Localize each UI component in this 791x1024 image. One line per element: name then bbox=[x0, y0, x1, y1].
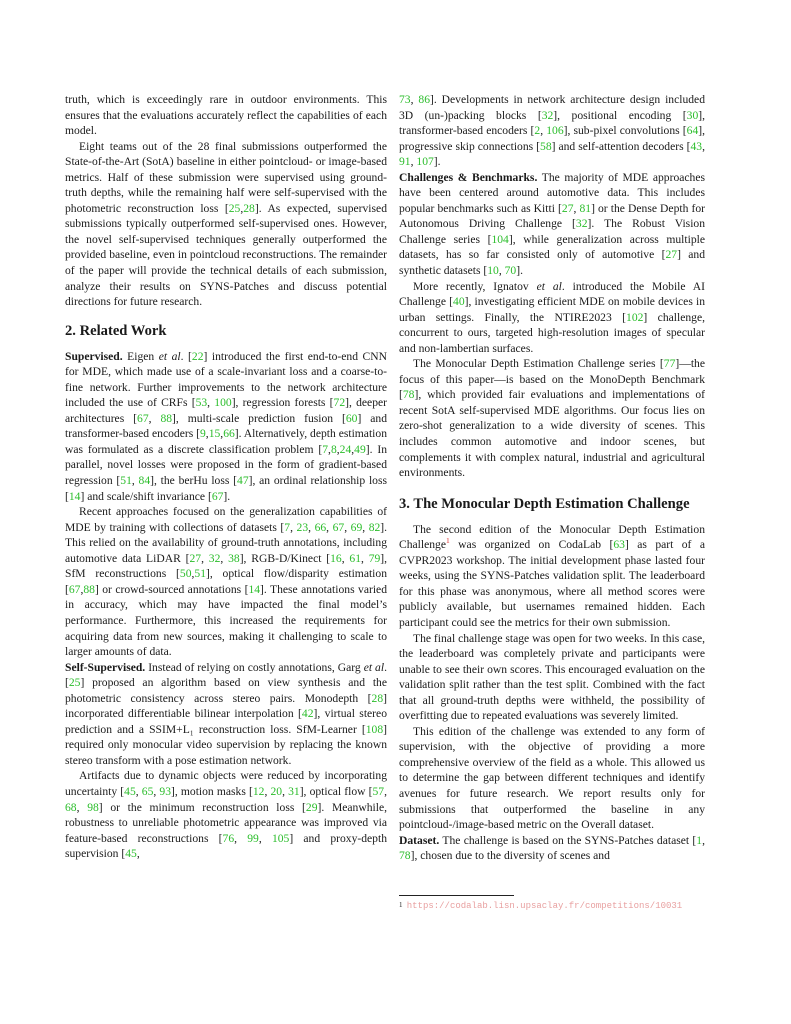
paragraph-run-in-heading: Challenges & Benchmarks. bbox=[399, 170, 538, 184]
text-run: This edition of the challenge was extended to any form of supervision, with the objective of providing a more comprehensive overview of the field as a whole. This allowed us to determine the gap between different techniques and identify avenues for future research. We report results only for submissions that outperformed the baseline in any pointcloud-/image-based metric on the Overall dataset. bbox=[399, 724, 705, 832]
text-run: ] introduced the first end-to-end CNN for MDE, which made use of a scale-invariant loss and a coarse-to-fine network. Further improvements to the network architecture included the use of CRFs [ bbox=[65, 349, 387, 410]
text-run: ]—the focus of this paper—is based on the MonoDepth Benchmark [ bbox=[399, 357, 705, 402]
text-run: ] and proxy-depth supervision [ bbox=[65, 831, 387, 861]
citation-link[interactable]: 108 bbox=[365, 722, 384, 736]
text-run: ], optical flow/disparity estimation [ bbox=[65, 567, 387, 596]
citation-link[interactable]: 1 bbox=[696, 833, 703, 847]
footnote-rule bbox=[399, 895, 514, 896]
citation-link[interactable]: 27 bbox=[561, 201, 574, 215]
text-run: , bbox=[234, 831, 248, 845]
citation-link[interactable]: 105 bbox=[271, 831, 290, 845]
paragraph-run-in-heading: Self-Supervised. bbox=[65, 660, 146, 674]
citation-link[interactable]: 86 bbox=[418, 93, 430, 106]
citation-link[interactable]: 98 bbox=[87, 800, 99, 814]
citation-link[interactable]: 70 bbox=[504, 264, 517, 278]
citation-link[interactable]: 14 bbox=[248, 582, 261, 596]
text-run: The second edition of the Monocular Depth Estimation Challenge bbox=[399, 522, 705, 552]
text-run: ], multi-scale prediction fusion [ bbox=[172, 411, 346, 425]
paragraph-second-edition bbox=[399, 522, 705, 631]
citation-link[interactable]: 30 bbox=[686, 108, 699, 122]
text-run: , bbox=[702, 833, 705, 847]
citation-link[interactable]: 29 bbox=[305, 800, 318, 814]
text-run: Artifacts due to dynamic objects were reduced by incorporating uncertainty [ bbox=[65, 769, 387, 798]
citation-link[interactable]: 50 bbox=[179, 567, 192, 581]
text-run: The final challenge stage was open for two weeks. In this case, the leaderboard was completely private and participants were unable to see their own scores. This encouraged evaluation on the validation split rather than the test split. Combined with the fact that all ground-truth depths were withheld, the possibility of overfitting due to repeated evaluations was severely limited. bbox=[399, 631, 705, 723]
right-column bbox=[399, 92, 705, 864]
text-run: ] as part of a CVPR2023 workshop. The initial development phase lasted four weeks, using the SYNS-Patches validation split. The leaderboard for this phase was anonymous, where all method scores were publicly available, but usernames remained hidden. Each participant could see the metrics for their own submission. bbox=[399, 538, 705, 629]
text-run: The Monocular Depth Estimation Challenge series [ bbox=[413, 357, 664, 371]
text-run: ] or crowd-sourced annotations [ bbox=[94, 582, 249, 596]
text-run: The challenge is based on the SYNS-Patches dataset [ bbox=[439, 833, 697, 847]
text-run: ], investigating efficient MDE on mobile devices in urban settings. Finally, the NTIRE2023 [ bbox=[399, 295, 705, 324]
paragraph-benchmarks bbox=[399, 170, 705, 279]
citation-link[interactable]: 43 bbox=[690, 139, 703, 153]
citation-link[interactable]: 60 bbox=[345, 411, 358, 425]
text-run: , bbox=[240, 201, 244, 215]
citation-link[interactable]: 47 bbox=[237, 474, 249, 488]
paragraph-this-edition bbox=[399, 724, 705, 833]
citation-link[interactable]: 25 bbox=[68, 676, 81, 690]
text-run: ]. The Robust Vision Challenge series [ bbox=[399, 217, 706, 246]
citation-link[interactable]: 45 bbox=[124, 784, 136, 798]
text-run: ], sub-pixel convolutions [ bbox=[563, 124, 687, 138]
text-run: , bbox=[410, 155, 417, 169]
text-run: , bbox=[205, 427, 209, 441]
text-run: , bbox=[220, 427, 224, 441]
citation-link[interactable]: 73 bbox=[399, 93, 411, 106]
citation-link[interactable]: 66 bbox=[223, 427, 235, 441]
paragraph-final-stage bbox=[399, 631, 705, 724]
citation-link[interactable]: 58 bbox=[540, 139, 552, 153]
text-run: Recent approaches focused on the generalization capabilities of MDE by training with collections of datasets [ bbox=[65, 505, 387, 534]
paragraph-teams bbox=[65, 139, 387, 310]
footnote-number: 1 bbox=[399, 901, 403, 909]
citation-link[interactable]: 100 bbox=[214, 396, 232, 410]
citation-link[interactable]: 28 bbox=[243, 201, 255, 215]
citation-link[interactable]: 51 bbox=[194, 567, 206, 581]
text-run: ], motion masks [ bbox=[170, 784, 253, 798]
citation-link[interactable]: 15 bbox=[208, 427, 221, 441]
footnote bbox=[399, 895, 729, 912]
citation-link[interactable]: 81 bbox=[579, 201, 592, 215]
footnote-url-link[interactable]: https://codalab.lisn.upsaclay.fr/competitions/10031 bbox=[406, 901, 683, 911]
text-run: , bbox=[360, 551, 369, 565]
citation-link[interactable]: 27 bbox=[665, 248, 678, 262]
text-run: ]. In parallel, novel losses were proposed in the form of gradient-based regression [ bbox=[65, 442, 387, 488]
text-run: , bbox=[80, 582, 84, 596]
citation-link[interactable]: 78 bbox=[402, 388, 415, 402]
text-run: ]. Alternatively, depth estimation was formulated as a discrete classification problem [ bbox=[65, 427, 387, 456]
citation-link[interactable]: 9 bbox=[199, 427, 206, 441]
citation-link[interactable]: 42 bbox=[301, 707, 314, 721]
citation-link[interactable]: 27 bbox=[189, 551, 202, 565]
citation-link[interactable]: 76 bbox=[222, 831, 235, 845]
text-run: ], deeper architectures [ bbox=[65, 396, 387, 425]
text-run: ] required only monocular video supervision by replacing the known stereo transform with a pose estimation network. bbox=[65, 722, 387, 767]
citation-link[interactable]: 40 bbox=[453, 295, 465, 309]
paragraph-run-in-heading: Dataset. bbox=[399, 833, 440, 847]
text-run: ] proposed an algorithm based on view synthesis and the photometric consistency across stereo pairs. Monodepth [ bbox=[65, 676, 387, 705]
text-run: ], positional encoding [ bbox=[553, 108, 687, 122]
citation-link[interactable]: 8 bbox=[330, 442, 337, 456]
text-run: , bbox=[76, 800, 88, 814]
text-run: ]. bbox=[223, 489, 231, 503]
citation-link[interactable]: 64 bbox=[686, 124, 699, 138]
citation-link[interactable]: 67 bbox=[332, 520, 345, 534]
italic-text: et al bbox=[363, 660, 385, 674]
citation-link[interactable]: 32 bbox=[208, 551, 221, 565]
text-run: , bbox=[201, 551, 209, 565]
citation-link[interactable]: 66 bbox=[314, 520, 327, 534]
text-run: , bbox=[308, 520, 315, 534]
text-run: , bbox=[135, 784, 142, 798]
citation-link[interactable]: 99 bbox=[247, 831, 259, 845]
text-run: . introduced the Mobile AI Challenge [ bbox=[399, 279, 705, 309]
text-run: ]. These annotations varied in accuracy, which may have impacted the final model’s performance. Furthermore, this increased the requirements for acquiring data from new sources, making it challenging to scale to larger amounts of data. bbox=[65, 582, 387, 659]
citation-link[interactable]: 63 bbox=[613, 538, 625, 552]
citation-link[interactable]: 88 bbox=[83, 582, 95, 596]
citation-link[interactable]: 68 bbox=[65, 800, 77, 814]
text-run: ] or the Dense Depth for Autonomous Driving Challenge [ bbox=[399, 201, 705, 231]
section-heading-challenge: 3. The Monocular Depth Estimation Challenge bbox=[399, 495, 690, 512]
citation-link[interactable]: 69 bbox=[350, 520, 363, 534]
citation-link[interactable]: 93 bbox=[159, 784, 171, 798]
text-run: ] challenge, concurrent to ours, targeted high-resolution images of specular and non-lambertian surfaces. bbox=[399, 310, 705, 355]
citation-link[interactable]: 67 bbox=[211, 489, 224, 503]
citation-link[interactable]: 57 bbox=[372, 784, 385, 798]
text-run: ], transformer-based encoders [ bbox=[399, 108, 705, 138]
text-run: ], regression forests [ bbox=[231, 396, 334, 410]
text-run: ], an ordinal relationship loss [ bbox=[65, 474, 387, 503]
text-run: . [ bbox=[180, 349, 192, 363]
citation-link[interactable]: 67 bbox=[68, 582, 81, 596]
text-run: , bbox=[341, 551, 350, 565]
text-run: , bbox=[498, 264, 505, 278]
citation-link[interactable]: 31 bbox=[288, 784, 300, 798]
citation-link[interactable]: 32 bbox=[541, 108, 554, 122]
text-run: ], virtual stereo prediction and a SSIM+L₁ reconstruction loss. SfM-Learner [ bbox=[65, 707, 387, 736]
citation-link[interactable]: 2 bbox=[534, 124, 541, 138]
text-run: ]. Meanwhile, robustness to unreliable photometric appearance was improved via feature-based reconstructions [ bbox=[65, 800, 388, 845]
citation-link[interactable]: 10 bbox=[487, 264, 499, 278]
text-run: ], SfM reconstructions [ bbox=[65, 551, 388, 581]
text-run: , bbox=[131, 474, 139, 488]
text-run: , bbox=[148, 411, 161, 425]
italic-text: et al bbox=[536, 279, 562, 293]
citation-link[interactable]: 72 bbox=[333, 396, 346, 410]
text-run: ], while generalization across multiple datasets, has so far consisted only of automotive [ bbox=[399, 232, 706, 262]
citation-link[interactable]: 28 bbox=[371, 691, 384, 705]
text-run: , bbox=[258, 831, 272, 845]
italic-text: et al bbox=[158, 349, 181, 363]
citation-link[interactable]: 65 bbox=[141, 784, 154, 798]
citation-link[interactable]: 107 bbox=[416, 155, 434, 169]
text-run: ]. bbox=[433, 155, 441, 169]
text-run: , bbox=[191, 567, 195, 581]
text-run: , bbox=[540, 124, 547, 138]
paragraph-mdec-series bbox=[399, 356, 705, 480]
paragraph-dataset bbox=[399, 833, 705, 864]
text-run: ], optical flow [ bbox=[299, 784, 373, 798]
text-run: , bbox=[264, 784, 271, 798]
citation-link[interactable]: 45 bbox=[125, 847, 137, 861]
text-run: , bbox=[410, 93, 419, 106]
citation-link[interactable]: 25 bbox=[228, 201, 241, 215]
citation-link[interactable]: 23 bbox=[296, 520, 309, 534]
paragraph-ignatov bbox=[399, 279, 705, 357]
section-heading-related-work: 2. Related Work bbox=[65, 322, 167, 339]
citation-link[interactable]: 51 bbox=[120, 474, 132, 488]
paragraph-intro-end bbox=[65, 92, 387, 139]
text-run: More recently, Ignatov bbox=[413, 279, 537, 293]
citation-link[interactable]: 24 bbox=[339, 442, 352, 456]
left-column bbox=[65, 92, 387, 862]
text-run: , bbox=[384, 784, 387, 798]
text-run: , bbox=[153, 784, 160, 798]
text-run: . [ bbox=[65, 660, 387, 690]
text-run: , bbox=[326, 520, 333, 534]
text-run: ] incorporated differentiable bilinear interpolation [ bbox=[65, 691, 387, 721]
citation-link[interactable]: 67 bbox=[137, 411, 149, 425]
citation-link[interactable]: 106 bbox=[546, 124, 564, 138]
citation-link[interactable]: 84 bbox=[138, 474, 151, 488]
citation-link[interactable]: 32 bbox=[575, 217, 588, 231]
text-run: ] and synthetic datasets [ bbox=[399, 248, 706, 278]
text-run: , bbox=[344, 520, 351, 534]
text-run: , bbox=[290, 520, 297, 534]
text-run: ] and transformer-based encoders [ bbox=[65, 411, 387, 441]
citation-link[interactable]: 82 bbox=[368, 520, 381, 534]
text-run: ] and scale/shift invariance [ bbox=[80, 489, 212, 503]
text-run: , bbox=[351, 442, 355, 456]
text-run: ], progressive skip connections [ bbox=[399, 124, 705, 153]
citation-link[interactable]: 22 bbox=[191, 349, 204, 363]
text-run: ], which provided fair evaluations and implementations of recent SotA self-supervised MDE algorithms. Our focus lies on zero-shot generalization to a wide diversity of scenes. This includes common automotive and indoor scenes, but complements it with complex natural, industrial and agricultural environments. bbox=[399, 388, 705, 480]
text-run: ] and self-attention decoders [ bbox=[551, 139, 691, 153]
paragraph-self-supervised bbox=[65, 660, 387, 769]
paragraph-architecture bbox=[399, 92, 705, 170]
citation-link[interactable]: 78 bbox=[399, 849, 411, 863]
text-run: Eigen bbox=[122, 349, 159, 363]
text-run: ]. This relied on the availability of ground-truth annotations, including automotive data LiDAR [ bbox=[65, 520, 388, 565]
text-run: , bbox=[336, 442, 340, 456]
citation-link[interactable]: 12 bbox=[252, 784, 265, 798]
citation-link[interactable]: 20 bbox=[270, 784, 283, 798]
citation-link[interactable]: 16 bbox=[330, 551, 342, 565]
text-run: , bbox=[136, 847, 140, 861]
paragraph-run-in-heading: Supervised. bbox=[65, 349, 123, 363]
citation-link[interactable]: 88 bbox=[160, 411, 173, 425]
text-run: Instead of relying on costly annotations, Garg bbox=[145, 660, 364, 674]
text-run: Eight teams out of the 28 final submissions outperformed the State-of-the-Art (SotA) baseline in either pointcloud- or image-based metrics. Half of these submission were supervised using ground-truth depths, while the remaining half were self-supervised with the photometric reconstruction loss [ bbox=[65, 139, 387, 215]
paragraph-supervised bbox=[65, 349, 387, 504]
text-run: ] or the minimum reconstruction loss [ bbox=[98, 800, 306, 814]
citation-link[interactable]: 49 bbox=[354, 442, 366, 456]
text-run: ]. Developments in network architecture design included 3D (un-)packing blocks [ bbox=[399, 93, 705, 122]
text-run: , bbox=[220, 551, 229, 565]
citation-link[interactable]: 77 bbox=[663, 357, 676, 371]
text-run: , bbox=[573, 201, 580, 215]
text-run: ]. As expected, supervised submissions typically outperformed self-supervised ones. However, the novel self-supervised techniques generally outperformed the provided baseline, even in pointcloud reconstructions. The remainder of the paper will provide the technical details of each submission, analyze their results on SYNS-Patches and discuss potential directions for future research. bbox=[65, 201, 387, 309]
text-run: , bbox=[362, 520, 369, 534]
citation-link[interactable]: 79 bbox=[368, 551, 381, 565]
text-run: ]. bbox=[516, 264, 523, 278]
text-run: ], the berHu loss [ bbox=[150, 474, 238, 488]
citation-link[interactable]: 38 bbox=[228, 551, 240, 565]
text-run: , bbox=[282, 784, 289, 798]
text-run: ], chosen due to the diversity of scenes and bbox=[410, 849, 610, 863]
citation-link[interactable]: 7 bbox=[322, 442, 329, 456]
text-run: ], RGB-D/Kinect [ bbox=[239, 551, 331, 565]
citation-link[interactable]: 104 bbox=[491, 232, 509, 246]
paragraph-artifacts bbox=[65, 768, 387, 861]
paragraph-recent-approaches bbox=[65, 504, 387, 659]
text-run: , bbox=[328, 442, 331, 456]
citation-link[interactable]: 14 bbox=[68, 489, 81, 503]
text-run: truth, which is exceedingly rare in outdoor environments. This ensures that the evaluations accurately reflect the capabilities of each model. bbox=[65, 93, 387, 138]
text-run: was organized on CodaLab [ bbox=[449, 538, 614, 552]
text-run: , bbox=[207, 396, 215, 410]
text-run: The majority of MDE approaches have been centered around automotive data. This includes popular benchmarks such as Kitti [ bbox=[399, 170, 705, 215]
citation-link[interactable]: 7 bbox=[284, 520, 291, 534]
text-run: , bbox=[702, 139, 705, 153]
citation-link[interactable]: 91 bbox=[399, 155, 411, 169]
citation-link[interactable]: 102 bbox=[626, 310, 644, 324]
citation-link[interactable]: 53 bbox=[195, 396, 208, 410]
citation-link[interactable]: 61 bbox=[349, 551, 361, 565]
footnote-marker[interactable]: 1 bbox=[446, 536, 450, 546]
